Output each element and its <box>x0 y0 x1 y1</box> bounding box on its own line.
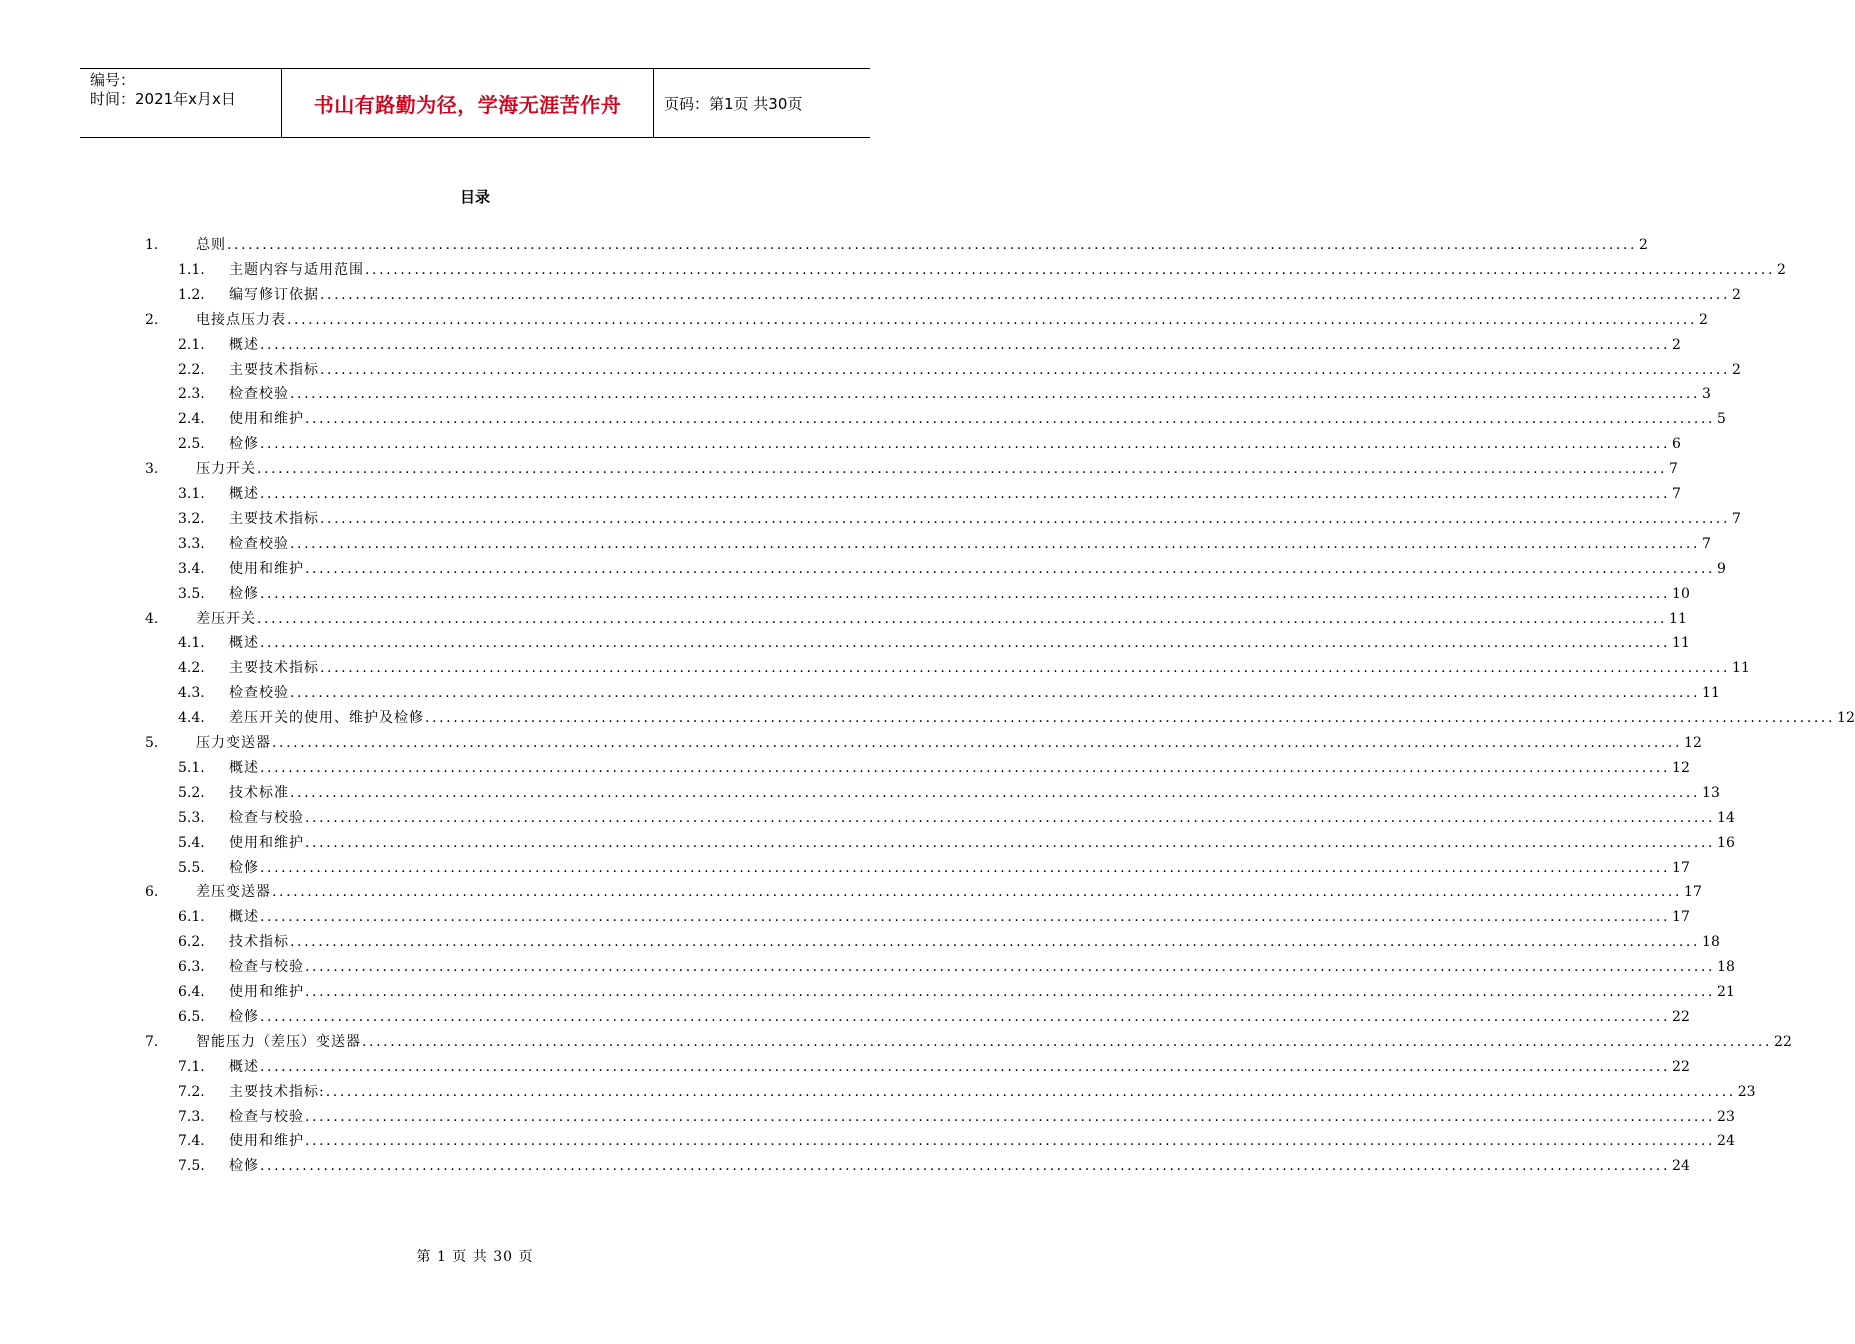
toc-entry[interactable] <box>0 682 1720 704</box>
toc-leader-dots: ........................................................................................................................................................................................................ <box>325 1083 1736 1100</box>
toc-entry-label: 主要技术指标 <box>229 510 319 527</box>
toc-entry[interactable] <box>0 1031 1792 1053</box>
header-meta <box>80 69 282 137</box>
toc-leader-dots: ........................................................................................................................................................................................................ <box>305 1108 1716 1125</box>
toc-entry-page: 2 <box>1732 286 1741 303</box>
toc-entry-page: 24 <box>1672 1158 1690 1175</box>
toc-entry[interactable] <box>0 508 1741 530</box>
toc-entry-number: 3. <box>145 461 159 478</box>
toc-entry-number: 2.2. <box>178 361 205 378</box>
toc-entry-label: 检查校验 <box>229 535 289 552</box>
toc-entry-number: 3.4. <box>178 560 205 577</box>
toc-leader-dots: ........................................................................................................................................................................................................ <box>305 411 1716 428</box>
toc-leader-dots: ........................................................................................................................................................................................................ <box>260 635 1671 652</box>
toc-entry-page: 2 <box>1639 237 1648 253</box>
toc-entry-label: 概述 <box>229 486 259 502</box>
toc-entry-number: 4.3. <box>178 685 205 702</box>
toc-entry-number: 5.1. <box>178 759 205 776</box>
time-label: 时间：2021年x月x日 <box>90 90 236 108</box>
toc-leader-dots: ........................................................................................................................................................................................................ <box>260 909 1671 926</box>
toc-entry[interactable] <box>0 458 1678 480</box>
toc-entry-label: 电接点压力表 <box>196 311 286 328</box>
toc-entry-number: 2.3. <box>178 386 205 403</box>
toc-entry-page: 23 <box>1737 1083 1756 1100</box>
toc-entry-number: 3.1. <box>178 486 205 502</box>
toc-leader-dots: ........................................................................................................................................................................................................ <box>260 1008 1671 1025</box>
toc-leader-dots: ........................................................................................................................................................................................................ <box>260 585 1671 602</box>
toc-entry-number: 7. <box>145 1033 159 1050</box>
toc-entry[interactable] <box>0 632 1690 654</box>
toc-entry-page: 17 <box>1672 909 1690 926</box>
toc-entry[interactable] <box>0 956 1735 978</box>
toc-entry-number: 6.1. <box>178 909 205 926</box>
toc-entry-label: 编写修订依据 <box>229 286 319 303</box>
toc-entry-label: 使用和维护 <box>229 560 304 577</box>
toc-leader-dots: ........................................................................................................................................................................................................ <box>305 560 1716 577</box>
toc-entry-page: 14 <box>1717 809 1735 826</box>
toc-entry[interactable] <box>0 334 1681 356</box>
toc-entry-label: 智能压力（差压）变送器 <box>196 1033 361 1050</box>
toc-leader-dots: ........................................................................................................................................................................................................ <box>320 660 1731 677</box>
toc-entry-page: 22 <box>1672 1008 1690 1025</box>
toc-entry-page: 7 <box>1672 486 1681 502</box>
toc-entry-page: 12 <box>1837 710 1855 727</box>
toc-entry-page: 2 <box>1672 336 1681 353</box>
toc-entry[interactable] <box>0 906 1690 928</box>
toc-entry-number: 1.1. <box>178 261 205 278</box>
toc-title: 目录 <box>459 188 490 206</box>
toc-entry-label: 检查校验 <box>229 685 289 702</box>
toc-entry-number: 2.5. <box>178 436 205 453</box>
toc-entry[interactable] <box>0 284 1741 306</box>
page-footer: 第 1 页 共 30 页 <box>416 1249 534 1265</box>
toc-entry-page: 12 <box>1672 759 1690 776</box>
toc-leader-dots: ........................................................................................................................................................................................................ <box>320 361 1731 378</box>
toc-entry[interactable] <box>0 359 1741 381</box>
toc-leader-dots: ........................................................................................................................................................................................................ <box>257 461 1668 478</box>
toc-entry-page: 21 <box>1717 984 1735 1000</box>
toc-entry-label: 检查与校验 <box>229 809 304 826</box>
toc-entry[interactable] <box>0 981 1735 1003</box>
toc-entry-label: 使用和维护 <box>229 411 304 428</box>
toc-entry-label: 使用和维护 <box>229 1133 304 1150</box>
toc-entry-label: 概述 <box>229 759 259 776</box>
toc-leader-dots: ........................................................................................................................................................................................................ <box>305 984 1716 1000</box>
toc-entry-page: 11 <box>1732 660 1750 677</box>
toc-entry[interactable] <box>0 558 1726 580</box>
toc-entry-number: 4.2. <box>178 660 205 677</box>
toc-leader-dots: ........................................................................................................................................................................................................ <box>260 1058 1671 1075</box>
toc-entry[interactable] <box>0 383 1711 405</box>
toc-leader-dots: ........................................................................................................................................................................................................ <box>425 710 1836 727</box>
toc-leader-dots: ........................................................................................................................................................................................................ <box>260 336 1671 353</box>
toc-entry-label: 概述 <box>229 635 259 652</box>
toc-entry-label: 使用和维护 <box>229 984 304 1000</box>
toc-entry-number: 7.4. <box>178 1133 205 1150</box>
toc-entry-page: 2 <box>1777 261 1786 278</box>
toc-leader-dots: ........................................................................................................................................................................................................ <box>287 311 1698 328</box>
toc-entry-label: 技术标准 <box>229 784 289 801</box>
toc-entry[interactable] <box>0 533 1711 555</box>
toc-entry-number: 1.2. <box>178 286 205 303</box>
toc-entry-label: 概述 <box>229 336 259 353</box>
toc-entry-number: 7.2. <box>178 1083 205 1100</box>
toc-leader-dots: ........................................................................................................................................................................................................ <box>272 735 1683 751</box>
toc-entry-label: 主要技术指标 <box>229 660 319 677</box>
toc-entry-label: 压力开关 <box>196 461 256 478</box>
toc-entry-number: 6.3. <box>178 959 205 976</box>
toc-entry-label: 检修 <box>229 1008 259 1025</box>
toc-entry-page: 3 <box>1702 386 1711 403</box>
toc-leader-dots: ........................................................................................................................................................................................................ <box>305 1133 1716 1150</box>
toc-entry-page: 22 <box>1672 1058 1690 1075</box>
toc-entry-page: 24 <box>1717 1133 1735 1150</box>
toc-entry-label: 主题内容与适用范围 <box>229 261 364 278</box>
toc-entry-page: 2 <box>1732 361 1741 378</box>
toc-entry[interactable] <box>0 259 1786 281</box>
toc-entry-label: 技术指标 <box>229 934 289 951</box>
toc-entry-label: 概述 <box>229 909 259 926</box>
toc-entry-number: 2. <box>145 311 159 328</box>
toc-entry-page: 5 <box>1717 411 1726 428</box>
toc-entry[interactable] <box>0 309 1708 331</box>
toc-entry-page: 12 <box>1684 735 1702 751</box>
toc-leader-dots: ........................................................................................................................................................................................................ <box>260 859 1671 876</box>
toc-entry[interactable] <box>0 1155 1690 1177</box>
toc-entry-number: 4. <box>145 610 159 627</box>
toc-entry-label: 差压开关 <box>196 610 256 627</box>
toc-leader-dots: ........................................................................................................................................................................................................ <box>272 884 1683 901</box>
toc-entry[interactable] <box>0 433 1681 455</box>
toc-entry[interactable] <box>0 483 1681 505</box>
toc-entry-label: 使用和维护 <box>229 834 304 851</box>
toc-entry[interactable] <box>0 1130 1735 1152</box>
toc-entry-label: 检查校验 <box>229 386 289 403</box>
toc-entry-page: 18 <box>1717 959 1735 976</box>
toc-leader-dots: ........................................................................................................................................................................................................ <box>260 1158 1671 1175</box>
toc-entry[interactable] <box>0 234 1648 256</box>
toc-entry-number: 6. <box>145 884 159 901</box>
toc-entry-label: 检修 <box>229 436 259 453</box>
toc-entry-page: 18 <box>1702 934 1720 951</box>
toc-entry-number: 5.3. <box>178 809 205 826</box>
toc-entry[interactable] <box>0 782 1720 804</box>
toc-leader-dots: ........................................................................................................................................................................................................ <box>320 510 1731 527</box>
toc-entry-number: 6.4. <box>178 984 205 1000</box>
toc-entry-page: 7 <box>1669 461 1678 478</box>
header-page-info: 页码：第1页 共30页 <box>664 94 803 113</box>
toc-leader-dots: ........................................................................................................................................................................................................ <box>305 834 1716 851</box>
toc-leader-dots: ........................................................................................................................................................................................................ <box>260 486 1671 502</box>
toc-leader-dots: ........................................................................................................................................................................................................ <box>290 685 1701 702</box>
toc-entry-label: 差压变送器 <box>196 884 271 901</box>
toc-entry[interactable] <box>0 807 1735 829</box>
toc-leader-dots: ........................................................................................................................................................................................................ <box>260 759 1671 776</box>
toc-entry[interactable] <box>0 408 1726 430</box>
toc-leader-dots: ........................................................................................................................................................................................................ <box>320 286 1731 303</box>
toc-entry-page: 9 <box>1717 560 1726 577</box>
toc-leader-dots: ........................................................................................................................................................................................................ <box>305 959 1716 976</box>
toc-entry-number: 4.4. <box>178 710 205 727</box>
toc-entry[interactable] <box>0 857 1690 879</box>
toc-entry-number: 6.5. <box>178 1008 205 1025</box>
toc-entry[interactable] <box>0 1081 1756 1103</box>
toc-entry-number: 3.5. <box>178 585 205 602</box>
toc-entry-number: 5.5. <box>178 859 205 876</box>
toc-leader-dots: ........................................................................................................................................................................................................ <box>305 809 1716 826</box>
toc-entry-page: 13 <box>1702 784 1720 801</box>
toc-leader-dots: ........................................................................................................................................................................................................ <box>362 1033 1773 1050</box>
toc-entry[interactable] <box>0 608 1687 630</box>
toc-entry[interactable] <box>0 1056 1690 1078</box>
toc-entry-page: 11 <box>1672 635 1690 652</box>
toc-entry-number: 5. <box>145 735 159 751</box>
toc-entry-label: 总则 <box>196 237 226 253</box>
toc-leader-dots: ........................................................................................................................................................................................................ <box>290 934 1701 951</box>
toc-entry[interactable] <box>0 832 1735 854</box>
toc-entry-page: 17 <box>1672 859 1690 876</box>
toc-entry-page: 6 <box>1672 436 1681 453</box>
toc-entry-label: 检修 <box>229 1158 259 1175</box>
toc-entry-page: 7 <box>1702 535 1711 552</box>
toc-entry[interactable] <box>0 657 1750 679</box>
toc-entry-number: 2.1. <box>178 336 205 353</box>
page-header <box>80 68 870 138</box>
toc-entry[interactable] <box>0 1106 1735 1128</box>
toc-leader-dots: ........................................................................................................................................................................................................ <box>290 535 1701 552</box>
toc-entry-number: 7.1. <box>178 1058 205 1075</box>
toc-entry[interactable] <box>0 881 1702 903</box>
toc-entry[interactable] <box>0 707 1855 729</box>
toc-entry[interactable] <box>0 583 1690 605</box>
toc-entry-number: 1. <box>145 237 159 253</box>
toc-entry-number: 5.4. <box>178 834 205 851</box>
toc-entry-number: 7.5. <box>178 1158 205 1175</box>
toc-entry-label: 主要技术指标 <box>229 361 319 378</box>
toc-entry-page: 2 <box>1699 311 1708 328</box>
number-label: 编号： <box>90 71 136 89</box>
toc-entry-label: 检查与校验 <box>229 959 304 976</box>
toc-entry-label: 概述 <box>229 1058 259 1075</box>
toc-entry-page: 16 <box>1717 834 1735 851</box>
toc-entry-number: 3.2. <box>178 510 205 527</box>
toc-entry[interactable] <box>0 732 1702 754</box>
toc-entry-number: 2.4. <box>178 411 205 428</box>
toc-entry-number: 4.1. <box>178 635 205 652</box>
toc-entry-label: 检修 <box>229 859 259 876</box>
toc-entry[interactable] <box>0 931 1720 953</box>
toc-entry-label: 检修 <box>229 585 259 602</box>
toc-entry-page: 10 <box>1672 585 1690 602</box>
toc-leader-dots: ........................................................................................................................................................................................................ <box>227 237 1638 253</box>
toc-leader-dots: ........................................................................................................................................................................................................ <box>257 610 1668 627</box>
toc-leader-dots: ........................................................................................................................................................................................................ <box>290 386 1701 403</box>
toc-entry-number: 7.3. <box>178 1108 205 1125</box>
toc-entry-label: 主要技术指标: <box>229 1083 325 1100</box>
toc-entry[interactable] <box>0 1006 1690 1028</box>
toc-entry-label: 差压开关的使用、维护及检修 <box>229 710 424 727</box>
toc-entry-page: 11 <box>1702 685 1720 702</box>
toc-entry[interactable] <box>0 757 1690 779</box>
toc-entry-page: 23 <box>1717 1108 1735 1125</box>
toc-leader-dots: ........................................................................................................................................................................................................ <box>260 436 1671 453</box>
toc-entry-label: 压力变送器 <box>196 735 271 751</box>
toc-entry-number: 6.2. <box>178 934 205 951</box>
toc-entry-page: 11 <box>1669 610 1687 627</box>
toc-leader-dots: ........................................................................................................................................................................................................ <box>365 261 1776 278</box>
toc-entry-page: 22 <box>1774 1033 1792 1050</box>
toc-entry-label: 检查与校验 <box>229 1108 304 1125</box>
toc-entry-page: 7 <box>1732 510 1741 527</box>
toc-leader-dots: ........................................................................................................................................................................................................ <box>290 784 1701 801</box>
toc-entry-page: 17 <box>1684 884 1702 901</box>
toc-entry-number: 5.2. <box>178 784 205 801</box>
header-motto: 书山有路勤为径，学海无涯苦作舟 <box>282 69 654 137</box>
toc-entry-number: 3.3. <box>178 535 205 552</box>
